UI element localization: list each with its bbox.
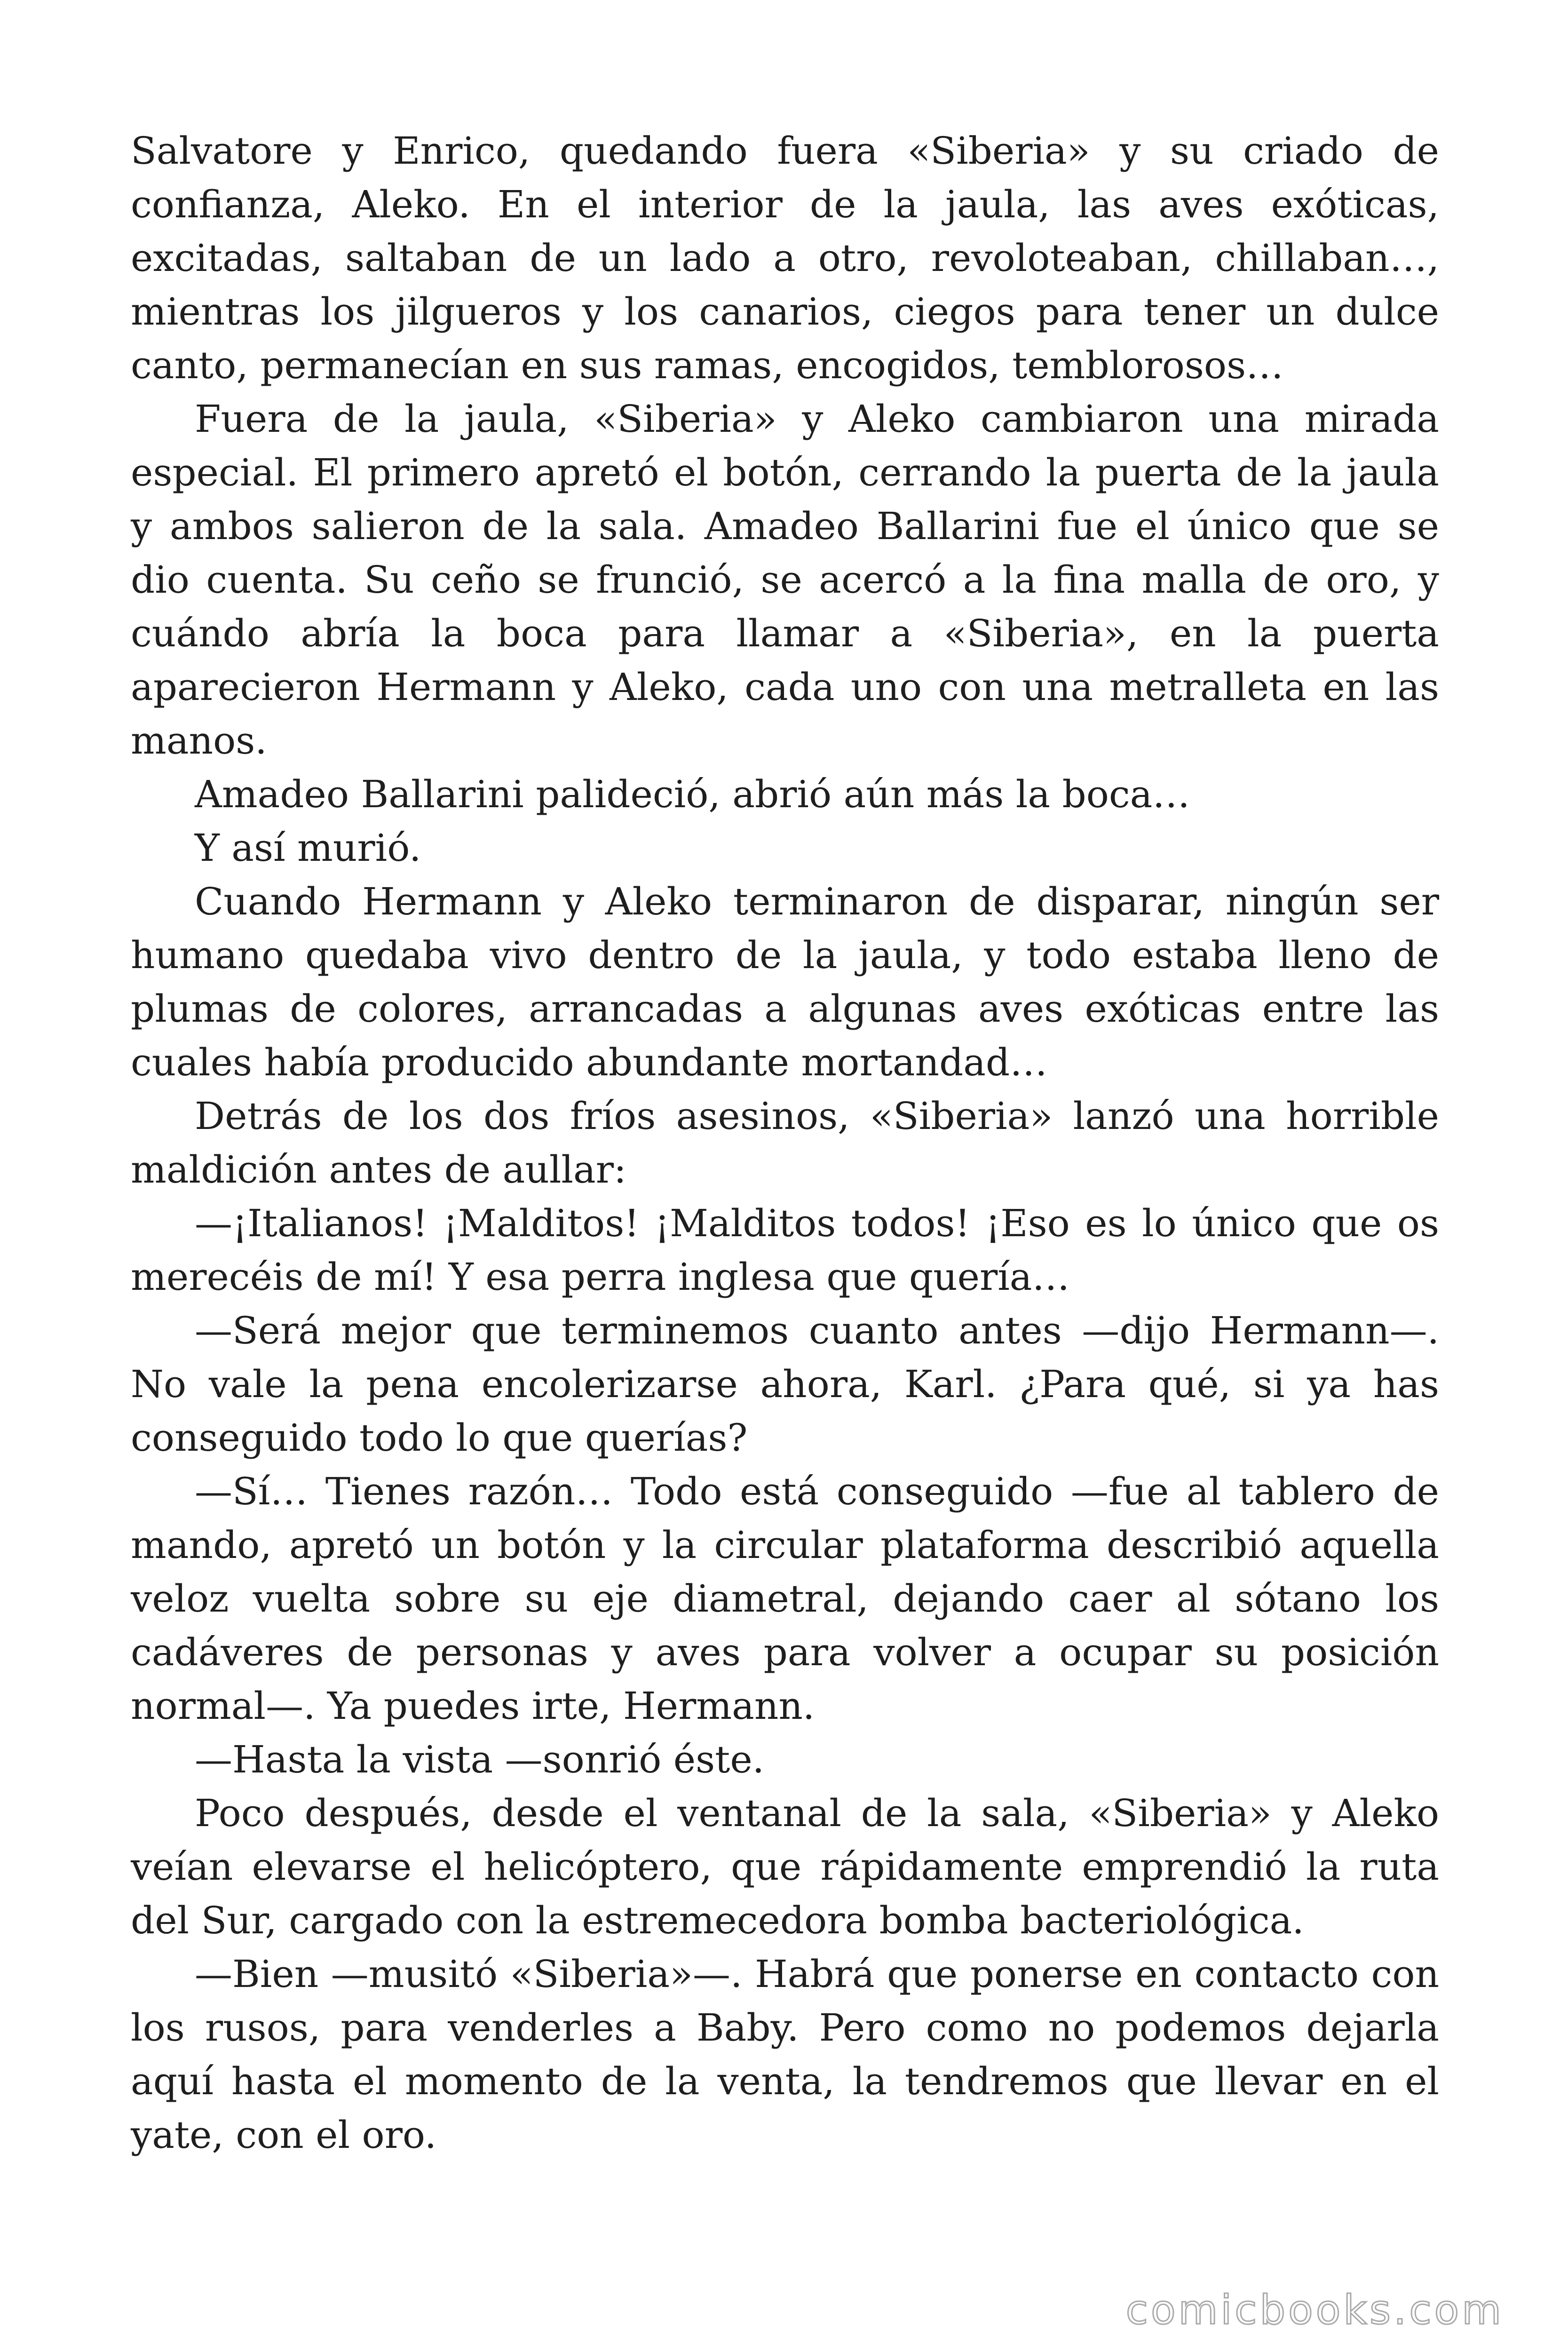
- paragraph-8: —Será mejor que terminemos cuanto antes —dijo Hermann—. No vale la pena encolerizarse ahora, Karl. ¿Para qué, si ya has conseguido todo lo que querías?: [131, 1309, 1439, 1460]
- paragraph-2: Fuera de la jaula, «Siberia» y Aleko cambiaron una mirada especial. El primero apretó el botón, cerrando la puerta de la jaula y ambos salieron de la sala. Amadeo Ballarini fue el único que se dio cuenta. Su ceño se frunció, se acercó a la fina malla de oro, y cuándo abría la boca para llamar a «Siberia», en la puerta aparecieron Hermann y Aleko, cada uno con una metralleta en las manos.: [131, 397, 1439, 763]
- paragraph-6: Detrás de los dos fríos asesinos, «Siberia» lanzó una horrible maldición antes de aullar:: [131, 1094, 1439, 1192]
- paragraph-3: Amadeo Ballarini palideció, abrió aún más la boca…: [195, 772, 1190, 816]
- paragraph-5: Cuando Hermann y Aleko terminaron de disparar, ningún ser humano quedaba vivo dentro de la jaula, y todo estaba lleno de plumas de colores, arrancadas a algunas aves exóticas entre las cuales había producido abundante mortandad…: [131, 880, 1439, 1084]
- paragraph-9: —Sí… Tienes razón… Todo está conseguido —fue al tablero de mando, apretó un botón y la circular plataforma describió aquella veloz vuelta sobre su eje diametral, dejando caer al sótano los cadáveres de personas y aves para volver a ocupar su posición normal—. Ya puedes irte, Hermann.: [131, 1470, 1439, 1728]
- paragraph-4: Y así murió.: [195, 826, 421, 870]
- paragraph-12: —Bien —musitó «Siberia»—. Habrá que ponerse en contacto con los rusos, para venderles a Baby. Pero como no podemos dejarla aquí hasta el momento de la venta, la tendremos que llevar en el yate, con el oro.: [131, 1952, 1439, 2157]
- paragraph-7: —¡Italianos! ¡Malditos! ¡Malditos todos! ¡Eso es lo único que os merecéis de mí! Y esa perra inglesa que quería…: [131, 1201, 1439, 1299]
- watermark: comicbooks.com: [1125, 2287, 1504, 2334]
- page-body: [131, 124, 1439, 2162]
- paragraph-10: —Hasta la vista —sonrió éste.: [195, 1738, 765, 1781]
- paragraph-1: Salvatore y Enrico, quedando fuera «Siberia» y su criado de confianza, Aleko. En el interior de la jaula, las aves exóticas, excitadas, saltaban de un lado a otro, revoloteaban, chillaban…, mientras los jilgueros y los canarios, ciegos para tener un dulce canto, permanecían en sus ramas, encogidos, temblorosos…: [131, 129, 1439, 387]
- paragraph-11: Poco después, desde el ventanal de la sala, «Siberia» y Aleko veían elevarse el helicóptero, que rápidamente emprendió la ruta del Sur, cargado con la estremecedora bomba bacteriológica.: [131, 1791, 1439, 1942]
